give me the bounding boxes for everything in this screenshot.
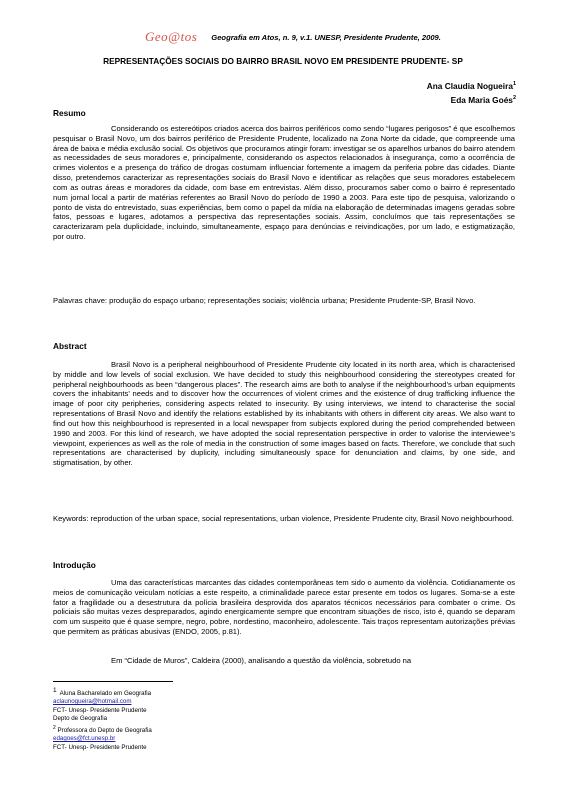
footnotes (53, 687, 152, 752)
journal-logo: Geo@tos (145, 29, 198, 44)
resumo-keywords: Palavras chave: produção do espaço urbano; representações sociais; violência urbana; Presidente Prudente-SP, Brasil Novo. (53, 296, 476, 305)
introducao-heading: Introdução (53, 560, 96, 570)
abstract-heading: Abstract (53, 341, 87, 351)
author-1: Ana Claudia Nogueira$^1$ (426, 80, 516, 91)
paper-title: REPRESENTAÇÕES SOCIAIS DO BAIRRO BRASIL NOVO EM PRESIDENTE PRUDENTE- SP (103, 56, 463, 66)
footnote-marker-1: 1 (512, 81, 516, 87)
footnote-2-email-link[interactable]: edagoes@fct.unesp.br (53, 735, 116, 743)
author-2: Eda Maria Goés$^2$ (450, 94, 516, 105)
footnote-1-role: 1 Aluna Bacharelado em Geografia (53, 687, 152, 698)
page-header (145, 27, 441, 47)
footnote-marker-2: 2 (512, 94, 516, 101)
resumo-body: Considerando os estereótipos criados acerca dos bairros periféricos como sendo “lugares perigosos” é que escolhemos pesquisar o Brasil Novo, um dos bairros periférico de Presidente Prudente, localizado na Zona Norte da cidade, que compreende uma área de baixa e média exclusão social. Os objetivos que procuramos atingir foram: investigar se os aparelhos urbanos do bairro atendem as necessidades de seus moradores e, principalmente, considerando os aspectos relacionados à insegurança, como a ocorrência de crimes violentos e a presença do tráfico de drogas costumam influenciar fortemente a imagem da periferia pobre das cidades. Diante disso, pretendemos caracterizar as representações sociais do Brasil Novo e identificar as relações que seus moradores estabelecem com as outras áreas e moradores da cidade, com base em entrevistas. Além disso, procuramos saber como o bairro é representado num jornal local a partir de matérias referentes ao Brasil Novo do período de 1990 a 2003. Para este tipo de pesquisa, valorizando o ponto de vista do entrevistado, suas experiências, bem como o papel da mídia na elaboração de determinadas imagens geradas sobre fatos, pessoas e lugares, adotamos a perspectiva das representações sociais. Assim, concluímos que tais representações se caracterizaram pela duplicidade, incluindo, simultaneamente, espaço para denúncias e reivindicações, por um lado, e estigmatização, por outro. (53, 124, 515, 241)
introducao-paragraph-1: Uma das características marcantes das cidades contemporâneas tem sido o aumento da violência. Cotidianamente os meios de comunicação veiculam notícias a este respeito, a criminalidade parece estar presente em todos os lugares. Soma-se a este fator a fragilidade ou a desestrutura da polícia brasileira desprovida dos aparatos técnicos necessários para combater o crime. Os policiais são muitas vezes despreparados, agindo energicamente sempre que encontram situações de risco, isto é, quando se deparam com um suspeito que é quase sempre, negro, pobre, nordestino, maconheiro, adolescente. Tais traços representam autorizações prévias que permitem as práticas abusivas (ENDO, 2005, p.81). (53, 578, 515, 637)
introducao-paragraph-2: Em “Cidade de Muros”, Caldeira (2000), analisando a questão da violência, sobretudo na (111, 656, 412, 665)
abstract-body: Brasil Novo is a peripheral neighbourhood of Presidente Prudente city located in its north area, which is characterised by middle and low levels of social exclusion. We have decided to study this neighbourhood considering the stereotypes created for peripheral neighbourhoods as been “dangerous places”. The research aims are both to analyse if the neighbourhood’s urban equipments covers the inhabitants’ needs and to discover how the occurrences of violent crimes and the existence of drug trafficking influence the image of poor city peripheries, considering aspects related to insecurity. By using interviews, we intend to characterise the social representations of Brasil Novo and identify the relations established by its inhabitants with others in different city areas. We also want to find out how this neighbourhood is represented in a local newspaper from subjects explored during the period comprehended between 1990 and 2003. For this kind of research, we have adopted the social representation perspective in order to valorise the interviewee’s viewpoint, experiences as well as the role of media in the construction of some images based on facts. Therefore, we conclude that such representations are characterised by duplicity, including simultaneously space for denunciation and claims, by one side, and stigmatisation, by other. (53, 360, 515, 468)
author-list (427, 78, 516, 106)
footnote-2-role: $^2$ Professora do Depto de Geografia (53, 724, 152, 734)
footnote-1-department: Depto de Geografia (53, 715, 108, 723)
footnote-2-institution: FCT- Unesp- Presidente Prudente (53, 743, 147, 751)
footnote-1-email-link[interactable]: aclaunogueira@hotmail.com (53, 698, 132, 706)
footnote-separator (53, 681, 173, 682)
footnote-1-institution: FCT- Unesp- Presidente Prudente (53, 706, 147, 714)
abstract-keywords: Keywords: reproduction of the urban space, social representations, urban violence, Presidente Prudente city, Brasil Novo neighbourhood. (53, 514, 514, 523)
journal-citation: Geografia em Atos, n. 9, v.1. UNESP, Presidente Prudente, 2009. (211, 32, 441, 42)
resumo-heading: Resumo (53, 108, 86, 118)
